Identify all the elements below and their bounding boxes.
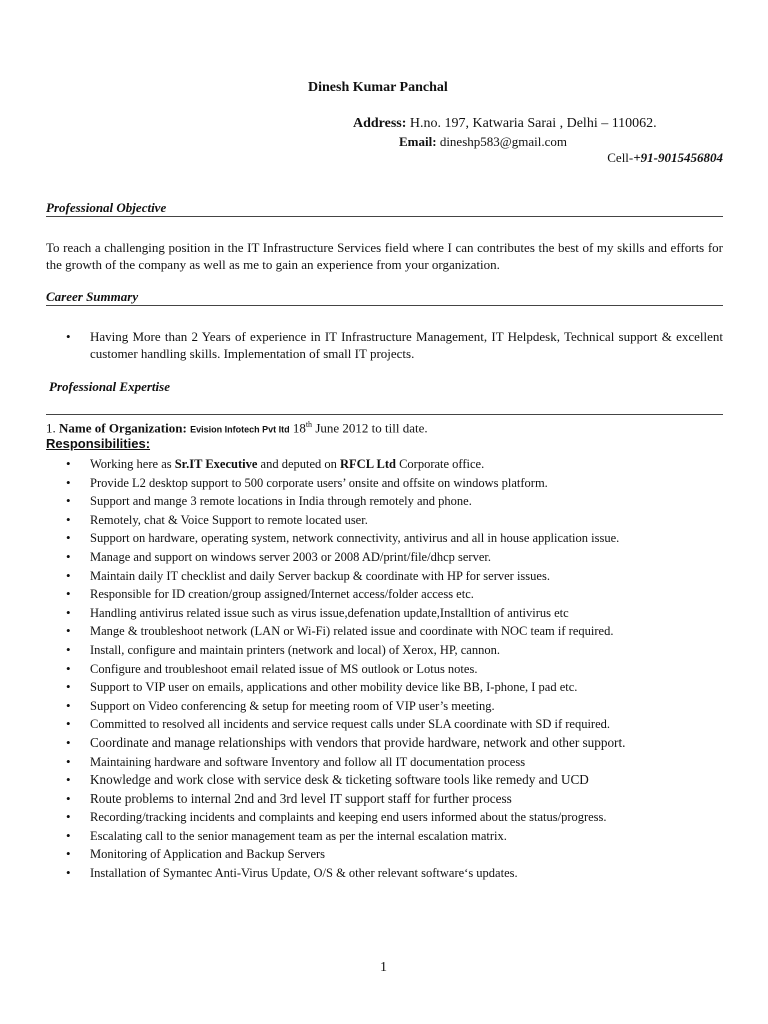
list-item: • Knowledge and work close with service desk & ticketing software tools like remedy and UCD — [66, 771, 723, 790]
responsibilities-heading: Responsibilities: — [46, 436, 151, 451]
list-item: • Manage and support on windows server 2003 or 2008 AD/print/file/dhcp server. — [66, 548, 723, 567]
candidate-name: Dinesh Kumar Panchal — [308, 80, 448, 95]
summary-divider — [46, 305, 723, 306]
list-item: • Installation of Symantec Anti-Virus Update, O/S & other relevant software‘s updates. — [66, 864, 723, 883]
org-label: Name of Organization: — [59, 420, 187, 436]
list-item: • Coordinate and manage relationships with vendors that provide hardware, network and other support. — [66, 734, 723, 753]
list-item: • Support on hardware, operating system, network connectivity, antivirus and all in house application issue. — [66, 529, 723, 548]
list-item: • Responsible for ID creation/group assigned/Internet access/folder access etc. — [66, 585, 723, 604]
objective-text: To reach a challenging position in the IT Infrastructure Services field where I can contributes the best of my skills and efforts for the growth of the company as well as me to gain an experience from your organization. — [46, 240, 723, 272]
cell-line — [607, 150, 723, 166]
bullet-dot-icon: • — [66, 530, 71, 546]
bullet-dot-icon: • — [66, 660, 71, 676]
bullet-dot-icon: • — [66, 329, 71, 344]
objective-divider — [46, 216, 723, 217]
list-item: • Handling antivirus related issue such as virus issue,defenation update,Installtion of antivirus etc — [66, 604, 723, 623]
bullet-dot-icon: • — [66, 772, 71, 788]
list-item: • Having More than 2 Years of experience in IT Infrastructure Management, IT Helpdesk, Technical support & excellent customer handling skills. Implementation of small IT projects. — [66, 329, 723, 361]
cell-value: +91-9015456804 — [633, 150, 723, 165]
list-item: • Mange & troubleshoot network (LAN or Wi-Fi) related issue and coordinate with NOC team if required. — [66, 622, 723, 641]
org-index: 1. — [46, 420, 56, 436]
list-item: • Committed to resolved all incidents and service request calls under SLA coordinate with SD if required. — [66, 715, 723, 734]
bullet-dot-icon: • — [66, 827, 71, 843]
bullet-dot-icon: • — [66, 623, 71, 639]
bullet-dot-icon: • — [66, 493, 71, 509]
bullet-dot-icon: • — [66, 865, 71, 881]
address-label: Address: — [353, 116, 407, 131]
list-item: • Remotely, chat & Voice Support to remote located user. — [66, 511, 723, 530]
bullet-dot-icon: • — [66, 679, 71, 695]
objective-heading: Professional Objective — [46, 200, 167, 215]
bullet-dot-icon: • — [66, 846, 71, 862]
list-item: • Route problems to internal 2nd and 3rd level IT support staff for further process — [66, 790, 723, 809]
expertise-heading: Professional Expertise — [49, 379, 170, 394]
bullet-dot-icon: • — [66, 716, 71, 732]
org-date-suffix: th — [305, 420, 313, 429]
list-item: • Maintaining hardware and software Inventory and follow all IT documentation process — [66, 753, 723, 772]
bullet-dot-icon: • — [66, 474, 71, 490]
list-item: • Escalating call to the senior management team as per the internal escalation matrix. — [66, 827, 723, 846]
responsibilities-list — [66, 455, 723, 883]
summary-list — [66, 328, 723, 362]
list-item: • Maintain daily IT checklist and daily Server backup & coordinate with HP for server issues. — [66, 567, 723, 586]
list-item: • Support on Video conferencing & setup for meeting room of VIP user’s meeting. — [66, 697, 723, 716]
list-item: • Support to VIP user on emails, applications and other mobility device like BB, I-phone, I pad etc. — [66, 678, 723, 697]
bullet-dot-icon: • — [66, 790, 71, 806]
list-item: • Recording/tracking incidents and complaints and keeping end users informed about the status/progress. — [66, 808, 723, 827]
list-item: • Monitoring of Application and Backup Servers — [66, 845, 723, 864]
organization-line — [46, 420, 428, 436]
list-item: • Provide L2 desktop support to 500 corporate users’ onsite and offsite on windows platform. — [66, 474, 723, 493]
bullet-dot-icon: • — [66, 604, 71, 620]
org-name: Evision Infotech Pvt ltd — [190, 424, 290, 435]
bullet-dot-icon: • — [66, 753, 71, 769]
bullet-dot-icon: • — [66, 511, 71, 527]
email-line — [399, 134, 567, 150]
bullet-dot-icon: • — [66, 697, 71, 713]
bullet-dot-icon: • — [66, 456, 71, 471]
bullet-dot-icon: • — [66, 548, 71, 564]
list-item: • Install, configure and maintain printers (network and local) of Xerox, HP, cannon. — [66, 641, 723, 660]
expertise-divider — [46, 414, 723, 415]
org-date-day: 18 — [292, 420, 306, 436]
address-line — [353, 116, 657, 132]
email-label: Email: — [399, 134, 437, 149]
list-item: • Support and mange 3 remote locations in India through remotely and phone. — [66, 492, 723, 511]
list-item: • Working here as Sr.IT Executive and deputed on RFCL Ltd Corporate office. — [66, 455, 723, 474]
email-value: dineshp583@gmail.com — [436, 134, 567, 149]
bullet-dot-icon: • — [66, 586, 71, 602]
bullet-dot-icon: • — [66, 809, 71, 825]
address-value: H.no. 197, Katwaria Sarai , Delhi – 110062. — [406, 116, 657, 131]
bullet-dot-icon: • — [66, 734, 71, 750]
list-item: • Configure and troubleshoot email related issue of MS outlook or Lotus notes. — [66, 660, 723, 679]
summary-heading: Career Summary — [46, 289, 139, 304]
cell-label: Cell- — [607, 150, 634, 165]
bullet-dot-icon: • — [66, 641, 71, 657]
org-date-rest: June 2012 to till date. — [312, 420, 428, 436]
bullet-dot-icon: • — [66, 567, 71, 583]
page-number: 1 — [380, 960, 387, 975]
